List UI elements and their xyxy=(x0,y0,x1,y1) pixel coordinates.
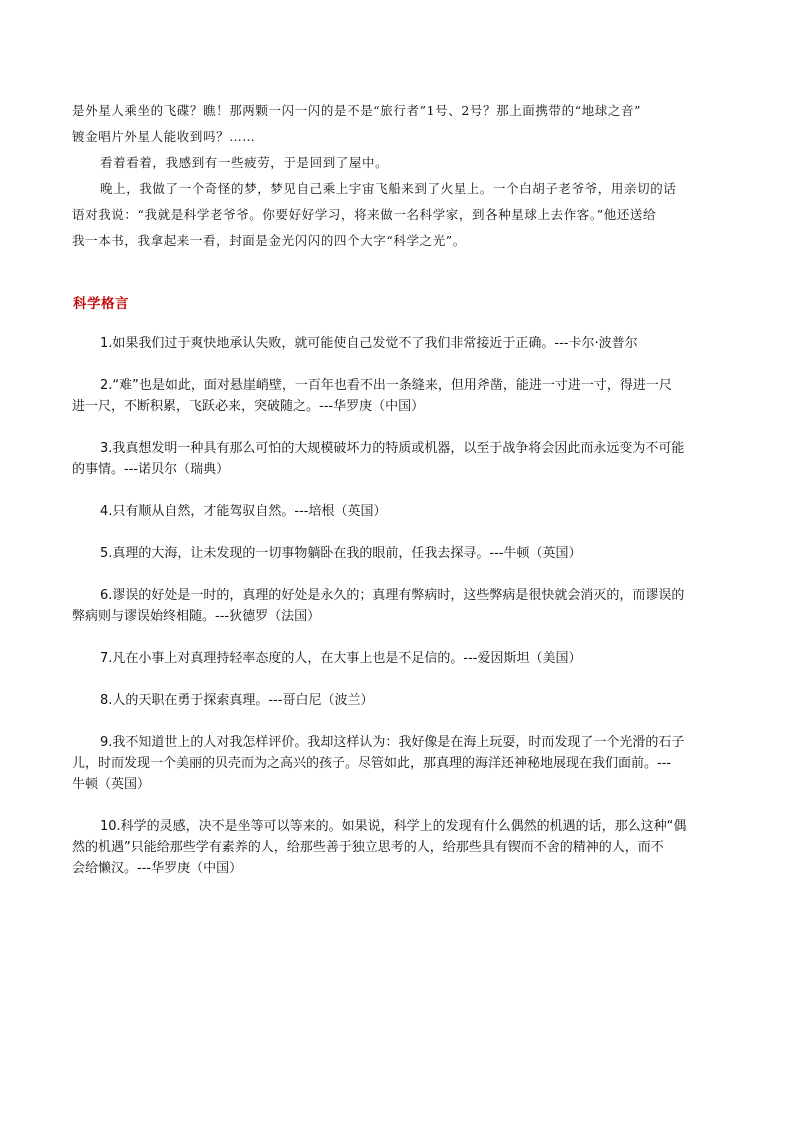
quote-line: 儿，时而发现一个美丽的贝壳而为之高兴的孩子。尽管如此，那真理的海洋还神秘地展现在我们面前。--- xyxy=(72,756,672,771)
quote-item xyxy=(72,501,732,522)
quote-item xyxy=(72,648,732,669)
quote-line: 9.我不知道世上的人对我怎样评价。我却这样认为：我好像是在海上玩耍，时而发现了一个光滑的石子 xyxy=(100,735,685,750)
story-line: 是外星人乘坐的飞碟？瞧！那两颗一闪一闪的是不是“旅行者”1号、2号？那上面携带的“地球之音” xyxy=(72,103,642,118)
quote-item xyxy=(72,438,732,480)
quote-line: 7.凡在小事上对真理持轻率态度的人，在大事上也是不足信的。---爱因斯坦（美国） xyxy=(100,651,582,666)
story-line: 镀金唱片外星人能收到吗？…… xyxy=(72,129,256,144)
quote-item xyxy=(72,333,732,354)
quote-item xyxy=(72,543,732,564)
quote-item xyxy=(72,732,732,795)
quote-line: 牛顿（英国） xyxy=(72,777,151,792)
quote-item xyxy=(72,690,732,711)
quote-item xyxy=(72,585,732,627)
quote-line: 弊病则与谬误始终相随。---狄德罗（法国） xyxy=(72,609,321,624)
quote-line: 8.人的天职在勇于探索真理。---哥白尼（波兰） xyxy=(100,693,374,708)
story-line: 语对我说：“我就是科学老爷爷。你要好好学习，将来做一名科学家，到各种星球上去作客。”他还送给 xyxy=(72,207,657,222)
quote-line: 6.谬误的好处是一时的，真理的好处是永久的；真理有弊病时，这些弊病是很快就会消灭的，而谬误的 xyxy=(100,588,685,603)
quote-line: 1.如果我们过于爽快地承认失败，就可能使自己发觉不了我们非常接近于正确。---卡尔·波普尔 xyxy=(100,336,638,351)
quote-line: 的事情。---诺贝尔（瑞典） xyxy=(72,462,230,477)
quote-line: 3.我真想发明一种具有那么可怕的大规模破坏力的特质或机器，以至于战争将会因此而永远变为不可能 xyxy=(100,441,685,456)
quote-line: 10.科学的灵感，决不是坐等可以等来的。如果说，科学上的发现有什么偶然的机遇的话，那么这种“偶 xyxy=(100,819,687,834)
story-line: 看着看着，我感到有一些疲劳，于是回到了屋中。 xyxy=(100,155,389,170)
quote-line: 会给懒汉。---华罗庚（中国） xyxy=(72,861,243,876)
quote-line: 然的机遇”只能给那些学有素养的人，给那些善于独立思考的人，给那些具有锲而不舍的精神的人，而不 xyxy=(72,840,664,855)
quote-item xyxy=(72,816,732,879)
quote-line: 进一尺，不断积累，飞跃必来，突破随之。---华罗庚（中国） xyxy=(72,399,425,414)
story-line: 我一本书，我拿起来一看，封面是金光闪闪的四个大字“科学之光”。 xyxy=(72,233,466,248)
section-heading: 科学格言 xyxy=(73,296,129,312)
quote-list xyxy=(72,333,732,879)
quote-line: 4.只有顺从自然，才能驾驭自然。---培根（英国） xyxy=(100,504,387,519)
story-excerpt xyxy=(72,98,728,254)
quote-line: 2.“难”也是如此，面对悬崖峭壁，一百年也看不出一条缝来，但用斧凿，能进一寸进一寸，得进一尺 xyxy=(100,378,672,393)
story-line: 晚上，我做了一个奇怪的梦，梦见自己乘上宇宙飞船来到了火星上。一个白胡子老爷爷，用亲切的话 xyxy=(100,181,677,196)
quote-line: 5.真理的大海，让未发现的一切事物躺卧在我的眼前，任我去探寻。---牛顿（英国） xyxy=(100,546,582,561)
quote-item xyxy=(72,375,732,417)
